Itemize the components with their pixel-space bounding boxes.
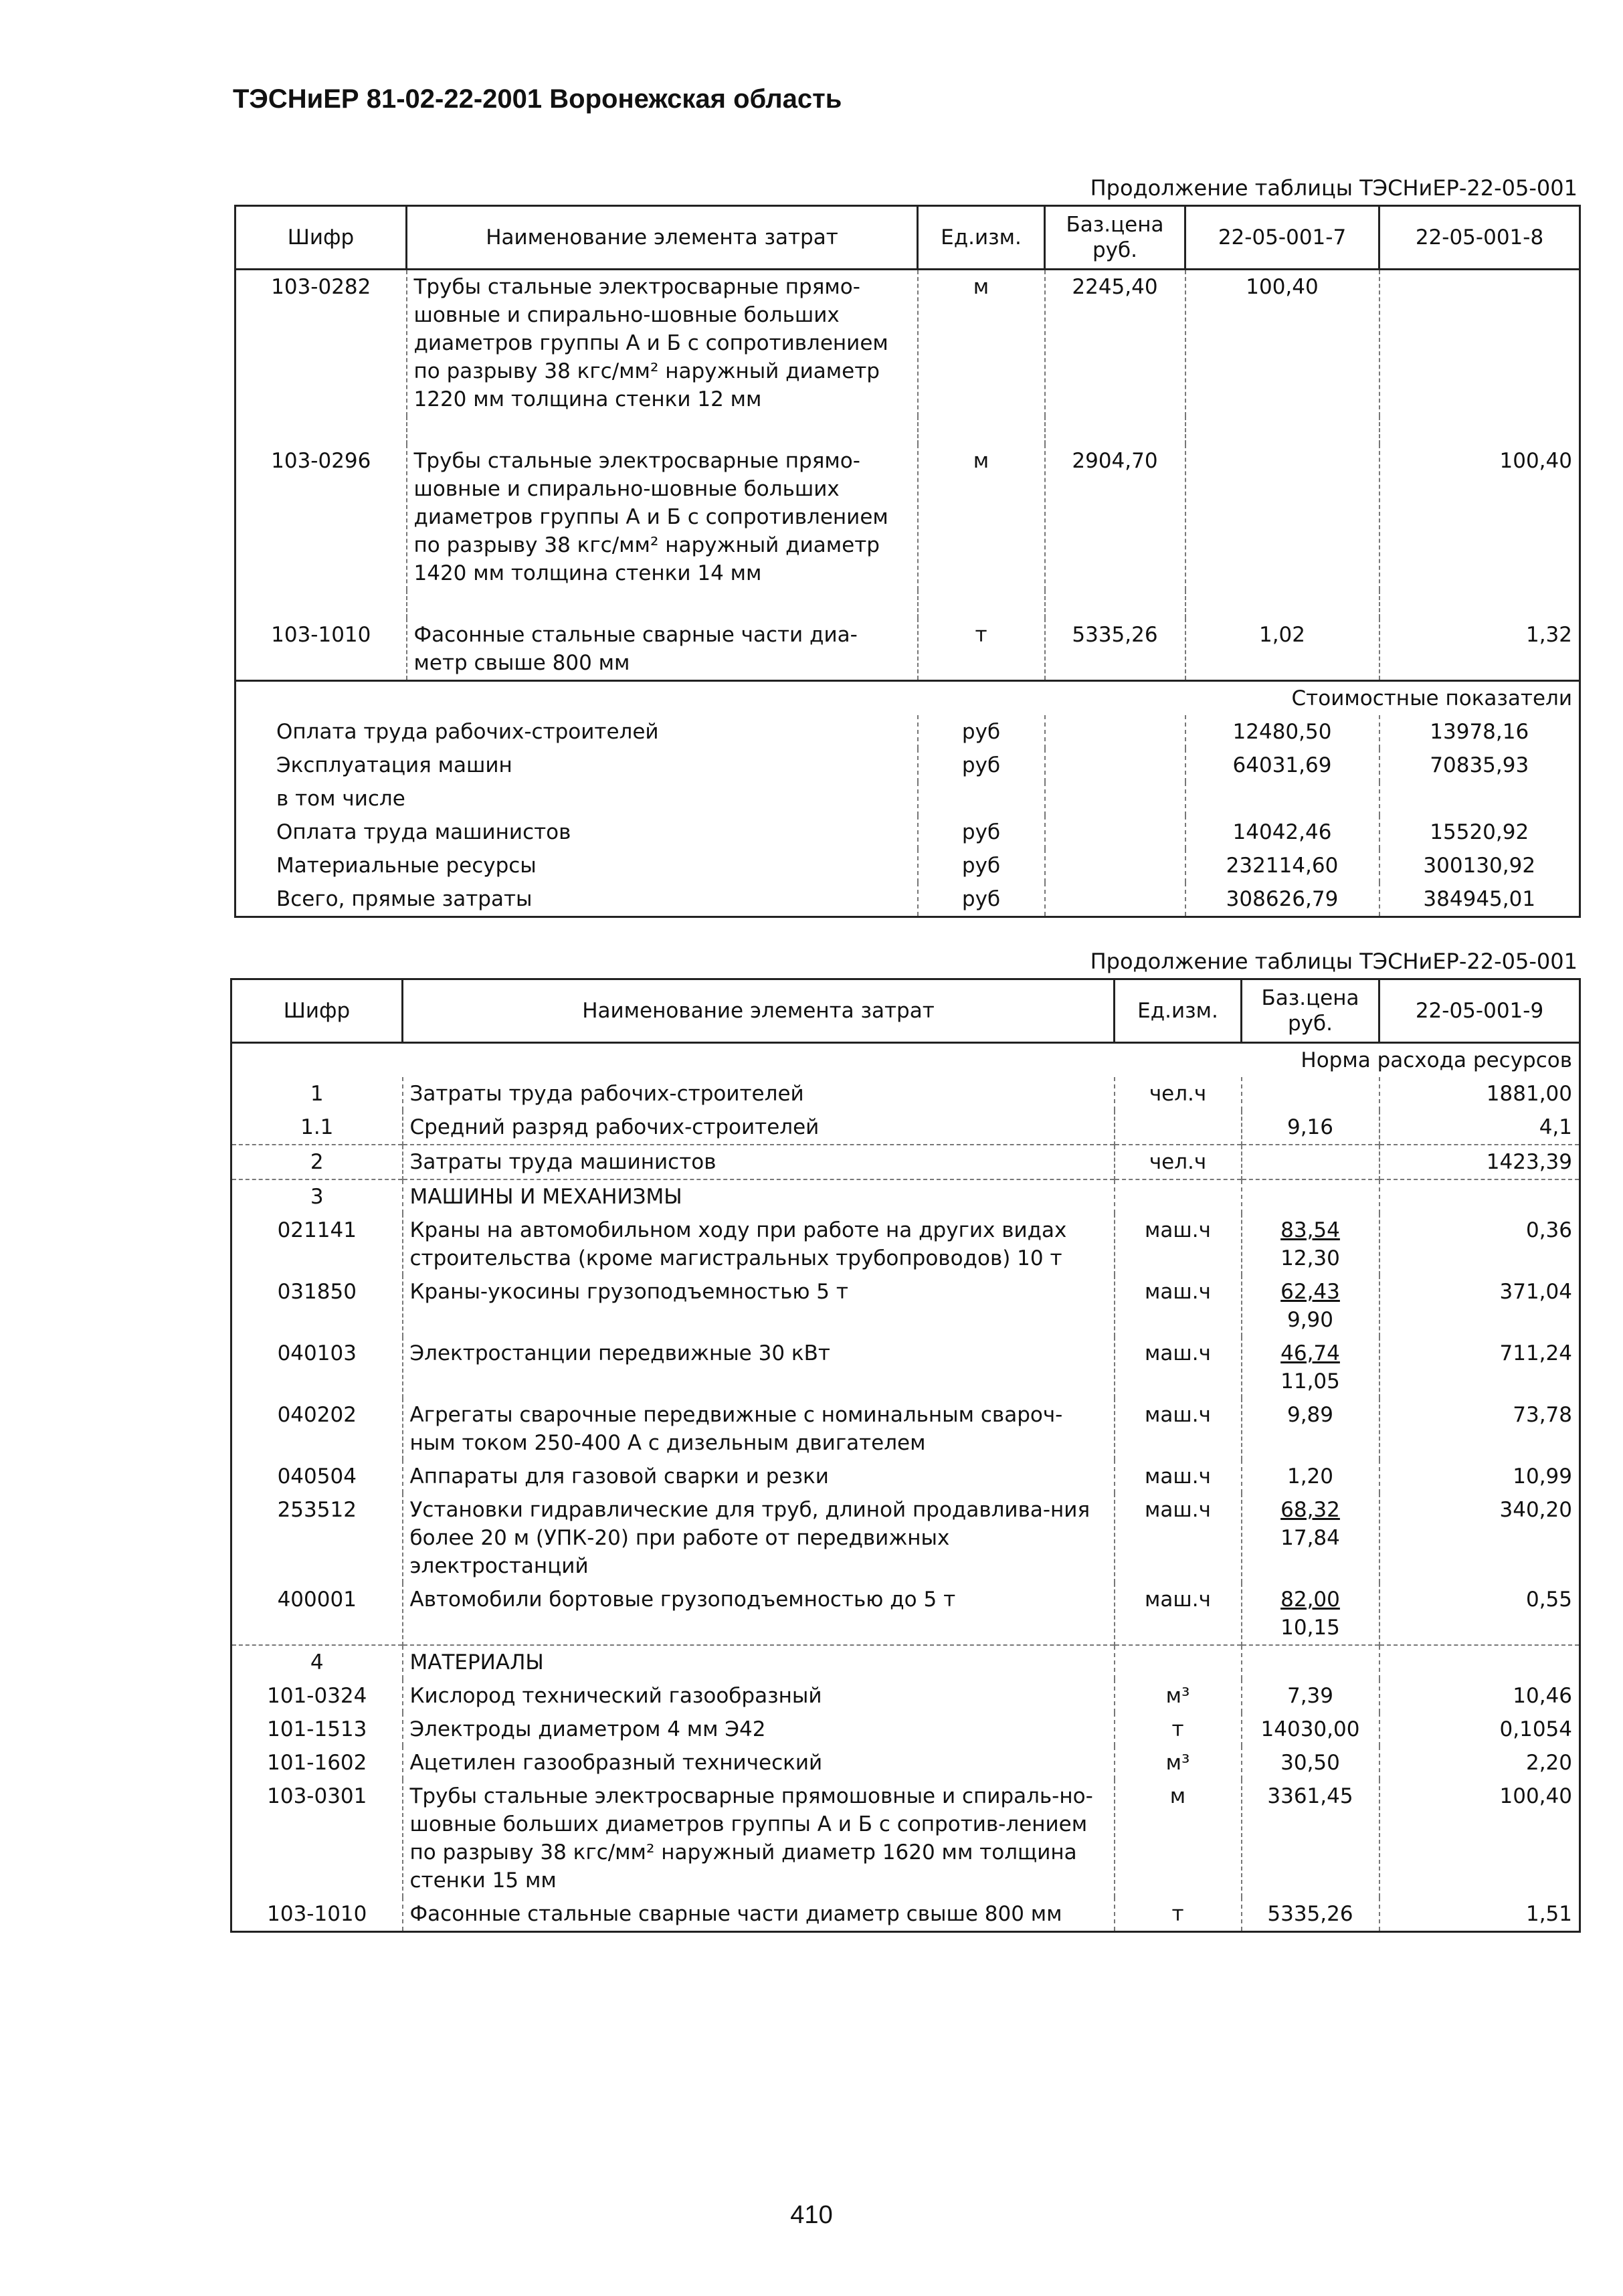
cell-unit	[1115, 1111, 1242, 1145]
cell-base-price	[1242, 1460, 1379, 1493]
col-header-22-05-001-9: 22-05-001-9	[1379, 979, 1580, 1043]
table-row	[231, 1179, 1580, 1214]
cell-name: Установки гидравлические для труб, длиной продавлива-ния более 20 м (УПК-20) при работе от передвижных электростанций	[403, 1493, 1115, 1583]
summary-22-05-001-8	[1379, 782, 1580, 816]
summary-row	[235, 816, 1580, 849]
cell-unit: маш.ч	[1115, 1583, 1242, 1645]
cell-code: 1	[231, 1077, 403, 1111]
cell-22-05-001-9: 711,24	[1379, 1337, 1580, 1398]
summary-label: Оплата труда рабочих-строителей	[235, 715, 918, 749]
section-band-label: Норма расхода ресурсов	[231, 1043, 1580, 1078]
base-price-value: 5335,26	[1267, 1902, 1353, 1926]
cell-code: 3	[231, 1179, 403, 1214]
cell-code: 400001	[231, 1583, 403, 1645]
base-price-wage: 9,90	[1286, 1308, 1334, 1332]
summary-22-05-001-7: 308626,79	[1185, 882, 1379, 917]
summary-unit: руб	[918, 715, 1045, 749]
cell-22-05-001-9: 0,36	[1379, 1214, 1580, 1275]
cell-code: 021141	[231, 1214, 403, 1275]
cell-code: 2	[231, 1145, 403, 1179]
cell-base-price	[1242, 1077, 1379, 1111]
col-header-code: Шифр	[235, 206, 407, 270]
cell-name: Электростанции передвижные 30 кВт	[403, 1337, 1115, 1398]
spacer-cell	[1045, 416, 1185, 444]
summary-22-05-001-7	[1185, 782, 1379, 816]
cell-name: Трубы стальные электросварные прямо-шовные и спирально-шовные больших диаметров группы А и Б с сопротивлением по разрыву 38 кгс/мм² наружный диаметр 1420 мм толщина стенки 14 мм	[407, 444, 918, 590]
base-price-value: 1,20	[1286, 1464, 1334, 1489]
base-price-value: 30,50	[1280, 1751, 1340, 1775]
cell-22-05-001-7	[1185, 444, 1379, 590]
cell-code: 103-0282	[235, 270, 407, 417]
section-band-label: Стоимостные показатели	[235, 681, 1580, 716]
spacer-cell	[235, 416, 407, 444]
cell-unit: м³	[1115, 1746, 1242, 1780]
base-price-wage: 11,05	[1280, 1369, 1340, 1394]
cell-22-05-001-9: 10,99	[1379, 1460, 1580, 1493]
table-row	[231, 1214, 1580, 1275]
cell-code: 4	[231, 1645, 403, 1679]
col-header-22-05-001-7: 22-05-001-7	[1185, 206, 1379, 270]
summary-label: Эксплуатация машин	[235, 749, 918, 782]
base-price-wage: 10,15	[1280, 1616, 1340, 1640]
cell-code: 040202	[231, 1398, 403, 1460]
cell-name: МАТЕРИАЛЫ	[403, 1645, 1115, 1679]
cell-code: 040504	[231, 1460, 403, 1493]
cell-unit: м³	[1115, 1679, 1242, 1713]
cell-unit: маш.ч	[1115, 1493, 1242, 1583]
cell-code: 103-1010	[235, 618, 407, 681]
spacer-cell	[235, 590, 407, 618]
table-row	[235, 270, 1580, 417]
summary-label: Материальные ресурсы	[235, 849, 918, 882]
cell-name: Электроды диаметром 4 мм Э42	[403, 1713, 1115, 1746]
cell-name: Фасонные стальные сварные части диа-метр свыше 800 мм	[407, 618, 918, 681]
cell-name: Кислород технический газообразный	[403, 1679, 1115, 1713]
spacer-cell	[407, 590, 918, 618]
cell-22-05-001-9: 0,1054	[1379, 1713, 1580, 1746]
cell-base-price	[1242, 1679, 1379, 1713]
cell-unit: м	[918, 444, 1045, 590]
summary-row	[235, 782, 1580, 816]
summary-unit: руб	[918, 849, 1045, 882]
cell-name: Затраты труда машинистов	[403, 1145, 1115, 1179]
cell-base-price	[1242, 1746, 1379, 1780]
cell-base-price	[1242, 1897, 1379, 1932]
cell-base-price	[1242, 1214, 1379, 1275]
section-band	[231, 1043, 1580, 1078]
summary-22-05-001-7: 232114,60	[1185, 849, 1379, 882]
summary-22-05-001-7: 14042,46	[1185, 816, 1379, 849]
cell-unit: чел.ч	[1115, 1145, 1242, 1179]
cell-code: 101-1513	[231, 1713, 403, 1746]
cell-22-05-001-9: 1423,39	[1379, 1145, 1580, 1179]
table-row	[231, 1275, 1580, 1337]
cell-22-05-001-9: 100,40	[1379, 1780, 1580, 1897]
base-price-value: 3361,45	[1267, 1784, 1353, 1808]
summary-empty	[1045, 782, 1185, 816]
table-row	[231, 1145, 1580, 1179]
cell-22-05-001-9: 371,04	[1379, 1275, 1580, 1337]
summary-empty	[1045, 715, 1185, 749]
spacer-cell	[407, 416, 918, 444]
cell-name: Средний разряд рабочих-строителей	[403, 1111, 1115, 1145]
spacer-cell	[918, 416, 1045, 444]
cell-22-05-001-9	[1379, 1179, 1580, 1214]
cell-base-price	[1242, 1337, 1379, 1398]
cell-unit: м	[1115, 1780, 1242, 1897]
col-header-22-05-001-8: 22-05-001-8	[1379, 206, 1580, 270]
cell-base-price: 2904,70	[1045, 444, 1185, 590]
spacer-row	[235, 416, 1580, 444]
cell-base-price	[1242, 1493, 1379, 1583]
cell-name: Автомобили бортовые грузоподъемностью до 5 т	[403, 1583, 1115, 1645]
cell-base-price	[1242, 1645, 1379, 1679]
base-price-value: 68,32	[1280, 1498, 1340, 1522]
cell-base-price	[1242, 1583, 1379, 1645]
cell-unit: маш.ч	[1115, 1275, 1242, 1337]
cell-unit: т	[918, 618, 1045, 681]
cell-name: Агрегаты сварочные передвижные с номинальным свароч-ным током 250-400 А с дизельным двигателем	[403, 1398, 1115, 1460]
cell-unit: т	[1115, 1897, 1242, 1932]
table-row	[231, 1077, 1580, 1111]
cell-22-05-001-7: 1,02	[1185, 618, 1379, 681]
summary-row	[235, 749, 1580, 782]
summary-22-05-001-7: 12480,50	[1185, 715, 1379, 749]
cell-unit	[1115, 1179, 1242, 1214]
cell-unit: т	[1115, 1713, 1242, 1746]
base-price-value: 83,54	[1280, 1218, 1340, 1242]
cell-22-05-001-9: 340,20	[1379, 1493, 1580, 1583]
col-header-code: Шифр	[231, 979, 403, 1043]
cell-code: 103-0296	[235, 444, 407, 590]
table2-caption: Продолжение таблицы ТЭСНиЕР-22-05-001	[1090, 949, 1578, 974]
cell-22-05-001-8: 1,32	[1379, 618, 1580, 681]
cell-name: Краны на автомобильном ходу при работе на других видах строительства (кроме магистральных трубопроводов) 10 т	[403, 1214, 1115, 1275]
cell-22-05-001-9: 0,55	[1379, 1583, 1580, 1645]
summary-row	[235, 715, 1580, 749]
section-band	[235, 681, 1580, 716]
table1-header-row	[235, 206, 1580, 270]
base-price-value: 46,74	[1280, 1341, 1340, 1365]
cell-unit: маш.ч	[1115, 1214, 1242, 1275]
summary-empty	[1045, 849, 1185, 882]
base-price-wage: 17,84	[1280, 1526, 1340, 1550]
table-row	[231, 1398, 1580, 1460]
col-header-name: Наименование элемента затрат	[403, 979, 1115, 1043]
cell-unit: маш.ч	[1115, 1460, 1242, 1493]
summary-22-05-001-8: 384945,01	[1379, 882, 1580, 917]
col-header-base-price: Баз.цена руб.	[1242, 979, 1379, 1043]
summary-row	[235, 882, 1580, 917]
cost-table-2	[230, 978, 1581, 1933]
base-price-wage: 12,30	[1280, 1246, 1340, 1270]
summary-22-05-001-8: 13978,16	[1379, 715, 1580, 749]
cell-name: Краны-укосины грузоподъемностью 5 т	[403, 1275, 1115, 1337]
cell-base-price	[1242, 1275, 1379, 1337]
cell-base-price	[1242, 1780, 1379, 1897]
cell-unit	[1115, 1645, 1242, 1679]
table-row	[235, 618, 1580, 681]
summary-empty	[1045, 882, 1185, 917]
spacer-cell	[1379, 590, 1580, 618]
cell-22-05-001-9: 1881,00	[1379, 1077, 1580, 1111]
summary-empty	[1045, 816, 1185, 849]
cell-code: 101-1602	[231, 1746, 403, 1780]
spacer-cell	[1045, 590, 1185, 618]
base-price-value: 14030,00	[1260, 1717, 1360, 1741]
cell-code: 040103	[231, 1337, 403, 1398]
col-header-unit: Ед.изм.	[1115, 979, 1242, 1043]
table-row	[231, 1460, 1580, 1493]
table-row	[231, 1679, 1580, 1713]
base-price-value: 62,43	[1280, 1280, 1340, 1304]
cell-22-05-001-7: 100,40	[1185, 270, 1379, 417]
cell-code: 103-1010	[231, 1897, 403, 1932]
spacer-cell	[1185, 590, 1379, 618]
base-price-value: 9,89	[1286, 1403, 1334, 1427]
table-row	[231, 1645, 1580, 1679]
cell-name: Ацетилен газообразный технический	[403, 1746, 1115, 1780]
cell-name: Фасонные стальные сварные части диаметр свыше 800 мм	[403, 1897, 1115, 1932]
summary-unit: руб	[918, 882, 1045, 917]
cell-22-05-001-9: 73,78	[1379, 1398, 1580, 1460]
cell-unit: маш.ч	[1115, 1337, 1242, 1398]
cell-base-price	[1242, 1398, 1379, 1460]
cell-22-05-001-8	[1379, 270, 1580, 417]
col-header-unit: Ед.изм.	[918, 206, 1045, 270]
summary-label: в том числе	[235, 782, 918, 816]
table-row	[231, 1337, 1580, 1398]
table-row	[231, 1713, 1580, 1746]
cell-name: Затраты труда рабочих-строителей	[403, 1077, 1115, 1111]
summary-22-05-001-7: 64031,69	[1185, 749, 1379, 782]
base-price-value: 82,00	[1280, 1588, 1340, 1612]
cell-name: Аппараты для газовой сварки и резки	[403, 1460, 1115, 1493]
summary-empty	[1045, 749, 1185, 782]
table-row	[235, 444, 1580, 590]
summary-label: Оплата труда машинистов	[235, 816, 918, 849]
summary-unit	[918, 782, 1045, 816]
spacer-cell	[918, 590, 1045, 618]
summary-row	[235, 849, 1580, 882]
cell-code: 1.1	[231, 1111, 403, 1145]
cell-code: 253512	[231, 1493, 403, 1583]
table-row	[231, 1897, 1580, 1932]
spacer-cell	[1379, 416, 1580, 444]
table-row	[231, 1111, 1580, 1145]
table-row	[231, 1746, 1580, 1780]
cell-name: Трубы стальные электросварные прямо-шовные и спирально-шовные больших диаметров группы А и Б с сопротивлением по разрыву 38 кгс/мм² наружный диаметр 1220 мм толщина стенки 12 мм	[407, 270, 918, 417]
summary-22-05-001-8: 70835,93	[1379, 749, 1580, 782]
base-price-value: 7,39	[1286, 1684, 1334, 1708]
cell-code: 103-0301	[231, 1780, 403, 1897]
table2-header-row	[231, 979, 1580, 1043]
cell-unit: чел.ч	[1115, 1077, 1242, 1111]
summary-22-05-001-8: 15520,92	[1379, 816, 1580, 849]
summary-label: Всего, прямые затраты	[235, 882, 918, 917]
cell-base-price: 5335,26	[1045, 618, 1185, 681]
table-row	[231, 1493, 1580, 1583]
cell-unit: маш.ч	[1115, 1398, 1242, 1460]
cell-base-price	[1242, 1713, 1379, 1746]
spacer-cell	[1185, 416, 1379, 444]
col-header-base-price: Баз.цена руб.	[1045, 206, 1185, 270]
table1-caption: Продолжение таблицы ТЭСНиЕР-22-05-001	[1090, 175, 1578, 201]
col-header-name: Наименование элемента затрат	[407, 206, 918, 270]
summary-22-05-001-8: 300130,92	[1379, 849, 1580, 882]
cell-22-05-001-9: 4,1	[1379, 1111, 1580, 1145]
summary-unit: руб	[918, 816, 1045, 849]
cell-base-price: 2245,40	[1045, 270, 1185, 417]
table-row	[231, 1583, 1580, 1645]
cell-name: МАШИНЫ И МЕХАНИЗМЫ	[403, 1179, 1115, 1214]
cell-22-05-001-9: 10,46	[1379, 1679, 1580, 1713]
cell-base-price	[1242, 1111, 1379, 1145]
cell-base-price	[1242, 1179, 1379, 1214]
spacer-row	[235, 590, 1580, 618]
cell-name: Трубы стальные электросварные прямошовные и спираль-но-шовные больших диаметров группы А и Б с сопротив-лением по разрыву 38 кгс/мм² наружный диаметр 1620 мм толщина стенки 15 мм	[403, 1780, 1115, 1897]
cost-table-1	[234, 205, 1581, 918]
cell-22-05-001-9: 1,51	[1379, 1897, 1580, 1932]
cell-base-price	[1242, 1145, 1379, 1179]
summary-unit: руб	[918, 749, 1045, 782]
cell-unit: м	[918, 270, 1045, 417]
cell-22-05-001-9: 2,20	[1379, 1746, 1580, 1780]
document-title: ТЭСНиЕР 81-02-22-2001 Воронежская область	[233, 84, 842, 114]
page-number: 410	[790, 2201, 833, 2229]
table-row	[231, 1780, 1580, 1897]
base-price-value: 9,16	[1286, 1115, 1334, 1139]
cell-22-05-001-9	[1379, 1645, 1580, 1679]
cell-code: 031850	[231, 1275, 403, 1337]
cell-code: 101-0324	[231, 1679, 403, 1713]
cell-22-05-001-8: 100,40	[1379, 444, 1580, 590]
